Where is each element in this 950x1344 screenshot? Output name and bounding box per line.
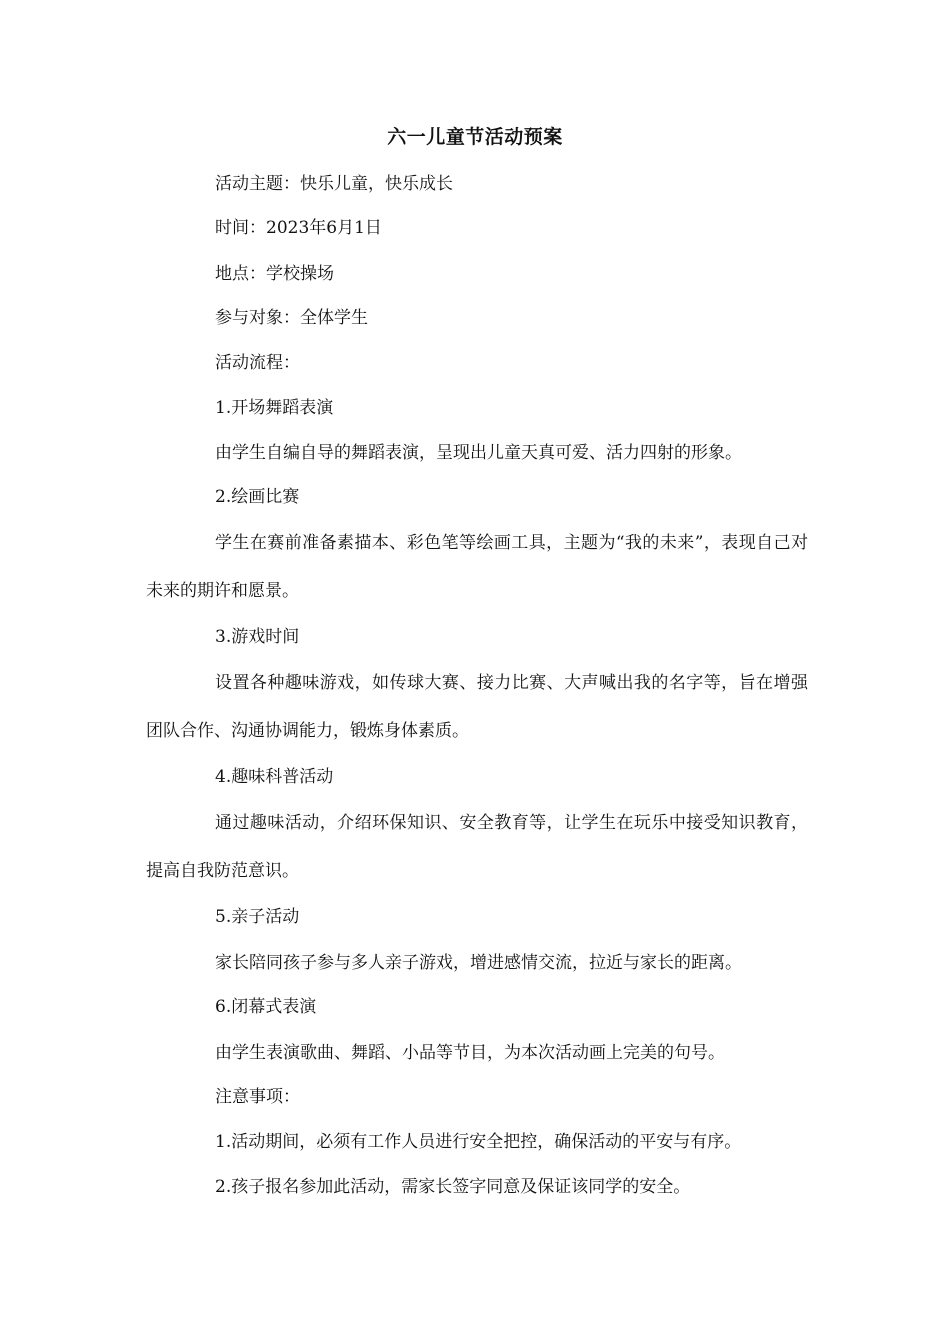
note-item: 1.活动期间，必须有工作人员进行安全把控，确保活动的平安与有序。	[215, 1132, 742, 1152]
activity-time: 时间：2023年6月1日	[215, 218, 382, 238]
item-body: 由学生表演歌曲、舞蹈、小品等节目，为本次活动画上完美的句号。	[215, 1043, 725, 1063]
item-body: 学生在赛前准备素描本、彩色笔等绘画工具，主题为“我的未来”，表现自己对未来的期许和愿景。	[146, 533, 808, 601]
item-heading: 5.亲子活动	[215, 907, 300, 927]
item-body: 通过趣味活动，介绍环保知识、安全教育等，让学生在玩乐中接受知识教育，提高自我防范意识。	[146, 813, 808, 881]
item-heading: 4.趣味科普活动	[215, 767, 334, 787]
item-heading: 2.绘画比赛	[215, 487, 300, 507]
document-title: 六一儿童节活动预案	[387, 126, 563, 148]
process-heading: 活动流程：	[215, 353, 300, 373]
item-body: 设置各种趣味游戏，如传球大赛、接力比赛、大声喊出我的名字等，旨在增强团队合作、沟通协调能力，锻炼身体素质。	[146, 673, 808, 741]
item-heading: 1.开场舞蹈表演	[215, 398, 334, 418]
activity-theme: 活动主题：快乐儿童，快乐成长	[215, 174, 453, 194]
item-heading: 6.闭幕式表演	[215, 997, 317, 1017]
note-item: 2.孩子报名参加此活动，需家长签字同意及保证该同学的安全。	[215, 1177, 691, 1197]
item-heading: 3.游戏时间	[215, 627, 300, 647]
notes-heading: 注意事项：	[215, 1087, 300, 1107]
item-body: 由学生自编自导的舞蹈表演，呈现出儿童天真可爱、活力四射的形象。	[215, 443, 742, 463]
item-body: 家长陪同孩子参与多人亲子游戏，增进感情交流，拉近与家长的距离。	[215, 953, 742, 973]
activity-location: 地点：学校操场	[215, 264, 334, 284]
activity-participants: 参与对象：全体学生	[215, 308, 368, 328]
